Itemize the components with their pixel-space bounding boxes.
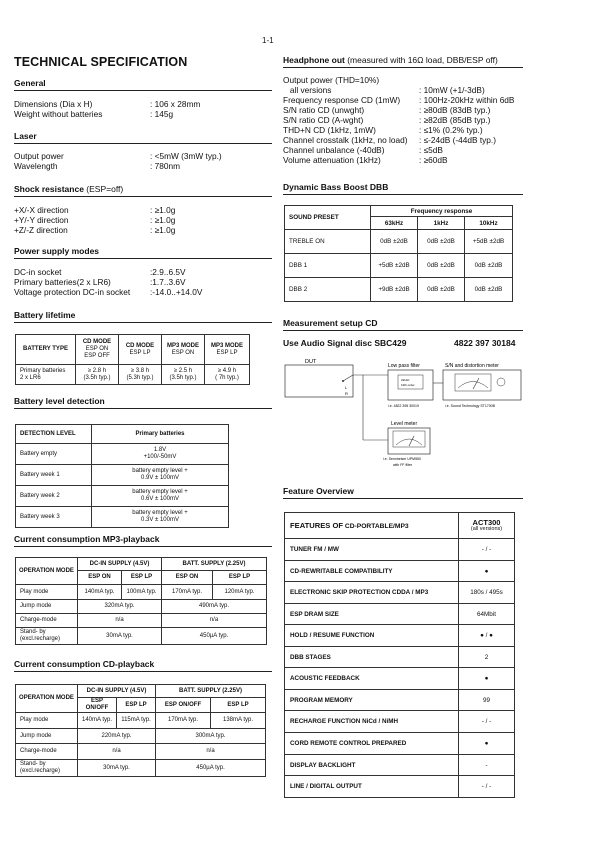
headphone-heading-text: Headphone out [283, 55, 345, 65]
detection-label: Battery week 3 [16, 507, 92, 528]
cd-current-rule [14, 671, 272, 672]
current-cell: n/a [162, 614, 267, 628]
spec-value: : ≥80dB (83dB typ.) [419, 105, 491, 115]
lp-part-label: i.e. 4822 395 30019 [388, 404, 419, 408]
mode-label: Play mode [16, 585, 78, 600]
cd-current-table [15, 684, 266, 777]
batt-supply-header: BATT. SUPPLY (2.25V) [162, 558, 267, 571]
laser-heading: Laser [14, 131, 37, 141]
feature-name: PROGRAM MEMORY [285, 690, 459, 711]
channel-r-label: R [345, 391, 348, 396]
general-rule [14, 90, 272, 91]
sn-meter-knob [497, 378, 505, 386]
lp-filter-label: Low pass filter [388, 363, 420, 369]
spec-key: Channel crosstalk (1kHz, no load) [283, 135, 408, 145]
value-line: +100/-50mV [143, 454, 177, 460]
spec-value: :-14.0..+14.0V [150, 287, 203, 297]
cd-esp-header [76, 335, 119, 365]
current-cell: 120mA typ. [213, 585, 267, 600]
primary-batteries-header: Primary batteries [92, 425, 229, 444]
feature-value: 2 [459, 647, 515, 668]
mp3-current-heading: Current consumption MP3-playback [14, 534, 160, 544]
lifetime-cell [76, 365, 119, 385]
plus-minus-icon: ± [489, 238, 493, 245]
audio-disc-code: 4822 397 30184 [454, 338, 516, 348]
detection-level-header: DETECTION LEVEL [16, 425, 92, 444]
lifetime-cell [119, 365, 162, 385]
dbb-value: 5dB [476, 238, 488, 245]
features-header [285, 513, 459, 539]
header-line: ESP LP [216, 349, 238, 356]
feature-name: DISPLAY BACKLIGHT [285, 755, 459, 776]
header-line: ESP ON [85, 346, 109, 352]
current-cell: 320mA typ. [78, 600, 162, 614]
feature-value: ● [459, 668, 515, 690]
operation-mode-header: OPERATION MODE [16, 685, 78, 713]
spec-key: S/N ratio CD (unwght) [283, 105, 365, 115]
dbb-tolerance: 2dB [398, 262, 410, 269]
header-line: ESP LP [129, 349, 151, 356]
feature-value: ● / ● [459, 625, 515, 647]
plus-minus-icon: ± [393, 238, 397, 245]
header-line: MP3 MODE [210, 342, 243, 349]
spec-key: Volume attenuation (1kHz) [283, 155, 381, 165]
mode-label: Charge-mode [16, 744, 78, 760]
value-line: battery empty level + [132, 510, 188, 516]
cell-line: (5.3h typ.) [126, 374, 154, 381]
dbb-tolerance: 2dB [398, 286, 410, 293]
battery-lifetime-table [15, 334, 250, 385]
plus-minus-icon: ± [487, 262, 492, 269]
current-cell: n/a [78, 614, 162, 628]
mp3-current-rule [14, 546, 272, 547]
spec-value: : ≥1.0g [150, 205, 176, 215]
spec-key: +Y/-Y direction [14, 215, 69, 225]
plus-icon: + [378, 262, 383, 269]
spec-value: : <5mW (3mW typ.) [150, 151, 222, 161]
battery-level-rule [14, 408, 272, 409]
dbb-value: 0dB [427, 238, 439, 245]
plus-minus-icon: ± [394, 286, 399, 293]
mp3-current-table [15, 557, 267, 645]
value-line: 1.8V [153, 447, 167, 453]
lm-part-label: i.e. Sennheiser UPM550 [383, 457, 421, 461]
sn-part-label: i.e. Sound Technology ST1700B [445, 404, 495, 408]
lm-part-label: with FF filter [393, 463, 413, 467]
cd-lp-header [119, 335, 162, 365]
battery-lifetime-rule [14, 322, 272, 323]
sub-header: ESP LP [213, 571, 267, 585]
feature-name: LINE / DIGITAL OUTPUT [285, 776, 459, 798]
current-cell: 490mA typ. [162, 600, 267, 614]
feature-name: RECHARGE FUNCTION NiCd / NiMH [285, 711, 459, 733]
sn-meter-label: S/N and distortion meter [445, 363, 499, 369]
shock-heading [14, 184, 123, 194]
dbb-value: 0dB [474, 262, 486, 269]
feature-value: - / - [459, 711, 515, 733]
shock-rule [14, 196, 272, 197]
value-line: 0.9V ± 100mV [141, 475, 179, 481]
sub-header: ESP ON [162, 571, 213, 585]
sub-header: ESP ON/OFF [156, 698, 211, 713]
spec-value: :2.9..6.5V [150, 267, 186, 277]
power-heading: Power supply modes [14, 246, 100, 256]
mode-label [16, 628, 78, 645]
cell-line: (3.5h typ.) [169, 374, 197, 381]
spec-key: Wavelength [14, 161, 58, 171]
detection-value [92, 444, 229, 465]
dbb-cell [418, 230, 465, 254]
switch-node [342, 380, 344, 382]
plus-minus-icon: ± [394, 262, 399, 269]
lifetime-cell [205, 365, 250, 385]
sub-header: ESP LP [122, 571, 162, 585]
label-line: Primary batteries [20, 367, 66, 374]
freq-response-header: Frequency response [371, 206, 513, 217]
measurement-diagram [283, 355, 523, 470]
dbb-value: 0dB [380, 238, 392, 245]
level-meter-label: Level meter [391, 421, 418, 427]
dbb-tolerance: 2dB [443, 262, 455, 269]
value-line: 0.3V ± 100mV [141, 517, 179, 523]
plus-icon: + [378, 286, 383, 293]
spec-key: Voltage protection DC-in socket [14, 287, 131, 297]
dbb-rule [283, 194, 523, 195]
freq-col-header: 1kHz [418, 217, 465, 230]
feature-name: DBB STAGES [285, 647, 459, 668]
sn-meter-arc [458, 382, 488, 389]
dbb-cell [465, 278, 513, 302]
value-line: battery empty level + [132, 489, 188, 495]
lp-inner-text: 19th order [401, 383, 415, 387]
battery-row-label [16, 365, 76, 385]
spec-value: : ≥60dB [419, 155, 448, 165]
spec-key: Channel unbalance (-40dB) [283, 145, 385, 155]
spec-key: THD+N CD (1kHz, 1mW) [283, 125, 376, 135]
cell-line: ≥ 3.8 h [130, 367, 150, 374]
channel-l-label: L [345, 385, 348, 390]
dbb-tolerance: 2dB [443, 238, 455, 245]
current-cell: 170mA typ. [162, 585, 213, 600]
mode-label [16, 760, 78, 777]
current-cell: n/a [78, 744, 156, 760]
mp3-lp-header [205, 335, 250, 365]
level-meter-needle [409, 436, 414, 446]
dbb-tolerance: 2dB [491, 262, 503, 269]
model-note: (all versions) [470, 525, 503, 532]
model-name: ACT300 [472, 517, 501, 527]
spec-key: DC-in socket [14, 267, 62, 277]
headphone-heading [283, 55, 498, 65]
mp3-esp-header [162, 335, 205, 365]
plus-icon: + [472, 238, 477, 245]
spec-key: Primary batteries(2 x LR6) [14, 277, 111, 287]
feature-name: HOLD / RESUME FUNCTION [285, 625, 459, 647]
spec-value: : 100Hz-20kHz within 6dB [419, 95, 515, 105]
current-cell: 170mA typ. [156, 713, 211, 729]
label-line: Stand- by [20, 629, 46, 635]
spec-value: : 106 x 28mm [150, 99, 201, 109]
general-heading: General [14, 78, 46, 88]
feature-name: ACOUSTIC FEEDBACK [285, 668, 459, 690]
features-header-sub: CD-PORTABLE/MP3 [343, 522, 409, 530]
sub-header: ESP LP [117, 698, 156, 713]
feature-value: 180s / 495s [459, 582, 515, 604]
current-cell: 300mA typ. [156, 729, 266, 744]
cd-current-heading: Current consumption CD-playback [14, 659, 155, 669]
battery-type-header: BATTERY TYPE [16, 335, 76, 365]
current-cell: 140mA typ. [78, 713, 117, 729]
measurement-rule [283, 330, 523, 331]
headphone-specs [283, 76, 523, 166]
feature-table [284, 512, 515, 798]
measurement-heading: Measurement setup CD [283, 318, 378, 328]
current-cell: 30mA typ. [78, 760, 156, 777]
audio-disc-label: Use Audio Signal disc SBC429 [283, 338, 407, 348]
mode-label: Play mode [16, 713, 78, 729]
spec-key: Frequency response CD (1mW) [283, 95, 401, 105]
general-specs [14, 100, 272, 120]
feature-value: 64Mbit [459, 604, 515, 625]
feature-value: 99 [459, 690, 515, 711]
feature-name: ESP DRAM SIZE [285, 604, 459, 625]
freq-col-header: 10kHz [465, 217, 513, 230]
feature-value: - / - [459, 539, 515, 561]
current-cell: 115mA typ. [117, 713, 156, 729]
sn-meter-needle [473, 378, 479, 389]
spec-value: : ≥1.0g [150, 215, 176, 225]
shock-heading-note: (ESP=off) [83, 184, 124, 194]
detection-label: Battery week 1 [16, 465, 92, 486]
power-rule [14, 258, 272, 259]
feature-value: ● [459, 561, 515, 582]
page-title: TECHNICAL SPECIFICATION [14, 55, 188, 69]
value-line: 0.6V ± 100mV [141, 496, 179, 502]
dc-in-header: DC-IN SUPPLY (4.5V) [78, 558, 162, 571]
detection-label: Battery week 2 [16, 486, 92, 507]
spec-key: Dimensions (Dia x H) [14, 99, 93, 109]
dbb-cell [465, 230, 513, 254]
spec-key: Weight without batteries [14, 109, 103, 119]
plus-minus-icon: ± [440, 238, 444, 245]
power-specs [14, 268, 272, 298]
feature-name: CD-REWRITABLE COMPATIBILITY [285, 561, 459, 582]
sn-meter-box [443, 370, 521, 400]
shock-heading-text: Shock resistance [14, 184, 84, 194]
battery-level-table [15, 424, 229, 528]
spec-value: : ≤-24dB (-44dB typ.) [419, 135, 496, 145]
dbb-tolerance: 2dB [492, 238, 505, 245]
cell-line: ≥ 4.9 h [217, 367, 237, 374]
sub-header: ESP LP [211, 698, 266, 713]
spec-key: S/N ratio CD (A-wght) [283, 115, 364, 125]
headphone-rule [283, 67, 523, 68]
sub-header: ESP ON/OFF [78, 698, 117, 713]
feature-value: - / - [459, 776, 515, 798]
cell-line: ( 7h typ.) [215, 374, 239, 381]
dbb-cell [371, 230, 418, 254]
dbb-cell [371, 254, 418, 278]
shock-specs [14, 206, 272, 236]
dbb-tolerance: 2dB [491, 286, 503, 293]
spec-value: : ≥1.0g [150, 225, 176, 235]
current-cell: 100mA typ. [122, 585, 162, 600]
spec-key: +Z/-Z direction [14, 225, 68, 235]
feature-name: ELECTRONIC SKIP PROTECTION CDDA / MP3 [285, 582, 459, 604]
dbb-tolerance: 2dB [396, 238, 408, 245]
spec-value: : ≤5dB [419, 145, 443, 155]
spec-value: : ≥82dB (85dB typ.) [419, 115, 491, 125]
preset-label: DBB 1 [285, 254, 371, 278]
dbb-value: 9dB [382, 286, 394, 293]
lifetime-cell [162, 365, 205, 385]
switch-line [343, 375, 353, 381]
sub-header: ESP ON [78, 571, 122, 585]
dbb-table [284, 205, 513, 302]
feature-value: - [459, 755, 515, 776]
spec-value: :1.7..3.6V [150, 277, 186, 287]
feature-name: TUNER FM / MW [285, 539, 459, 561]
feature-value: ● [459, 733, 515, 755]
dbb-cell [418, 278, 465, 302]
spec-key: Output power [14, 151, 64, 161]
battery-lifetime-heading: Battery lifetime [14, 310, 76, 320]
dbb-value: 0dB [427, 262, 439, 269]
dbb-cell [418, 254, 465, 278]
model-header [459, 513, 515, 539]
current-cell: 220mA typ. [78, 729, 156, 744]
dbb-tolerance: 2dB [443, 286, 455, 293]
detection-value [92, 486, 229, 507]
detection-label: Battery empty [16, 444, 92, 465]
headphone-heading-note: (measured with 16Ω load, DBB/ESP off) [344, 55, 498, 65]
spec-value: : 145g [150, 109, 174, 119]
spec-value: : 780nm [150, 161, 180, 171]
header-line: CD MODE [125, 342, 155, 349]
preset-label: DBB 2 [285, 278, 371, 302]
detection-value [92, 465, 229, 486]
current-cell: 30mA typ. [78, 628, 162, 645]
mode-label: Charge-mode [16, 614, 78, 628]
dut-label: DUT [305, 359, 317, 365]
mode-label: Jump mode [16, 600, 78, 614]
features-header-text: FEATURES OF [290, 520, 344, 530]
spec-value: : 10mW (+1/-3dB) [419, 85, 485, 95]
plus-minus-icon: ± [440, 262, 444, 269]
detection-value [92, 507, 229, 528]
page-number: 1-1 [262, 36, 274, 45]
freq-col-header: 63kHz [371, 217, 418, 230]
current-cell: 140mA typ. [78, 585, 122, 600]
dbb-heading: Dynamic Bass Boost DBB [283, 182, 389, 192]
cell-line: ≥ 2.8 h [87, 367, 107, 374]
label-line: (excl.recharge) [20, 636, 61, 642]
current-cell: n/a [156, 744, 266, 760]
header-line: ESP ON [171, 349, 195, 356]
spec-key: all versions [283, 85, 332, 95]
header-line: ESP OFF [84, 353, 110, 359]
dbb-value: 0dB [427, 286, 439, 293]
feature-rule [283, 498, 523, 499]
operation-mode-header: OPERATION MODE [16, 558, 78, 585]
current-cell: 138mA typ. [211, 713, 266, 729]
label-line: Stand- by [20, 761, 46, 767]
laser-specs [14, 152, 272, 172]
plus-minus-icon: ± [440, 286, 444, 293]
spec-key: +X/-X direction [14, 205, 69, 215]
dbb-cell [465, 254, 513, 278]
spec-value: : ≤1% (0.2% typ.) [419, 125, 483, 135]
batt-supply-header: BATT. SUPPLY (2.25V) [156, 685, 266, 698]
label-line: 2 x LR6 [20, 374, 41, 381]
level-meter-arc [396, 439, 422, 445]
dbb-value: 5dB [382, 262, 394, 269]
level-meter-box [388, 428, 430, 454]
preset-label: TREBLE ON [285, 230, 371, 254]
plus-minus-icon: ± [487, 286, 492, 293]
lp-inner-text: 22kHz [401, 378, 410, 382]
dc-in-header: DC-IN SUPPLY (4.5V) [78, 685, 156, 698]
header-line: CD MODE [82, 339, 112, 345]
current-cell: 450µA typ. [156, 760, 266, 777]
cell-line: (3.5h typ.) [83, 374, 111, 381]
header-line: MP3 MODE [166, 342, 199, 349]
dbb-value: 0dB [474, 286, 486, 293]
mode-label: Jump mode [16, 729, 78, 744]
value-line: battery empty level + [132, 468, 188, 474]
current-cell: 450µA typ. [162, 628, 267, 645]
laser-rule [14, 143, 272, 144]
label-line: (excl.recharge) [20, 768, 61, 774]
sound-preset-header: SOUND PRESET [285, 206, 371, 230]
feature-heading: Feature Overview [283, 486, 354, 496]
feature-name: CORD REMOTE CONTROL PREPARED [285, 733, 459, 755]
dbb-cell [371, 278, 418, 302]
battery-level-heading: Battery level detection [14, 396, 105, 406]
spec-key: Output power (THD=10%) [283, 75, 380, 85]
cell-line: ≥ 2.5 h [173, 367, 193, 374]
